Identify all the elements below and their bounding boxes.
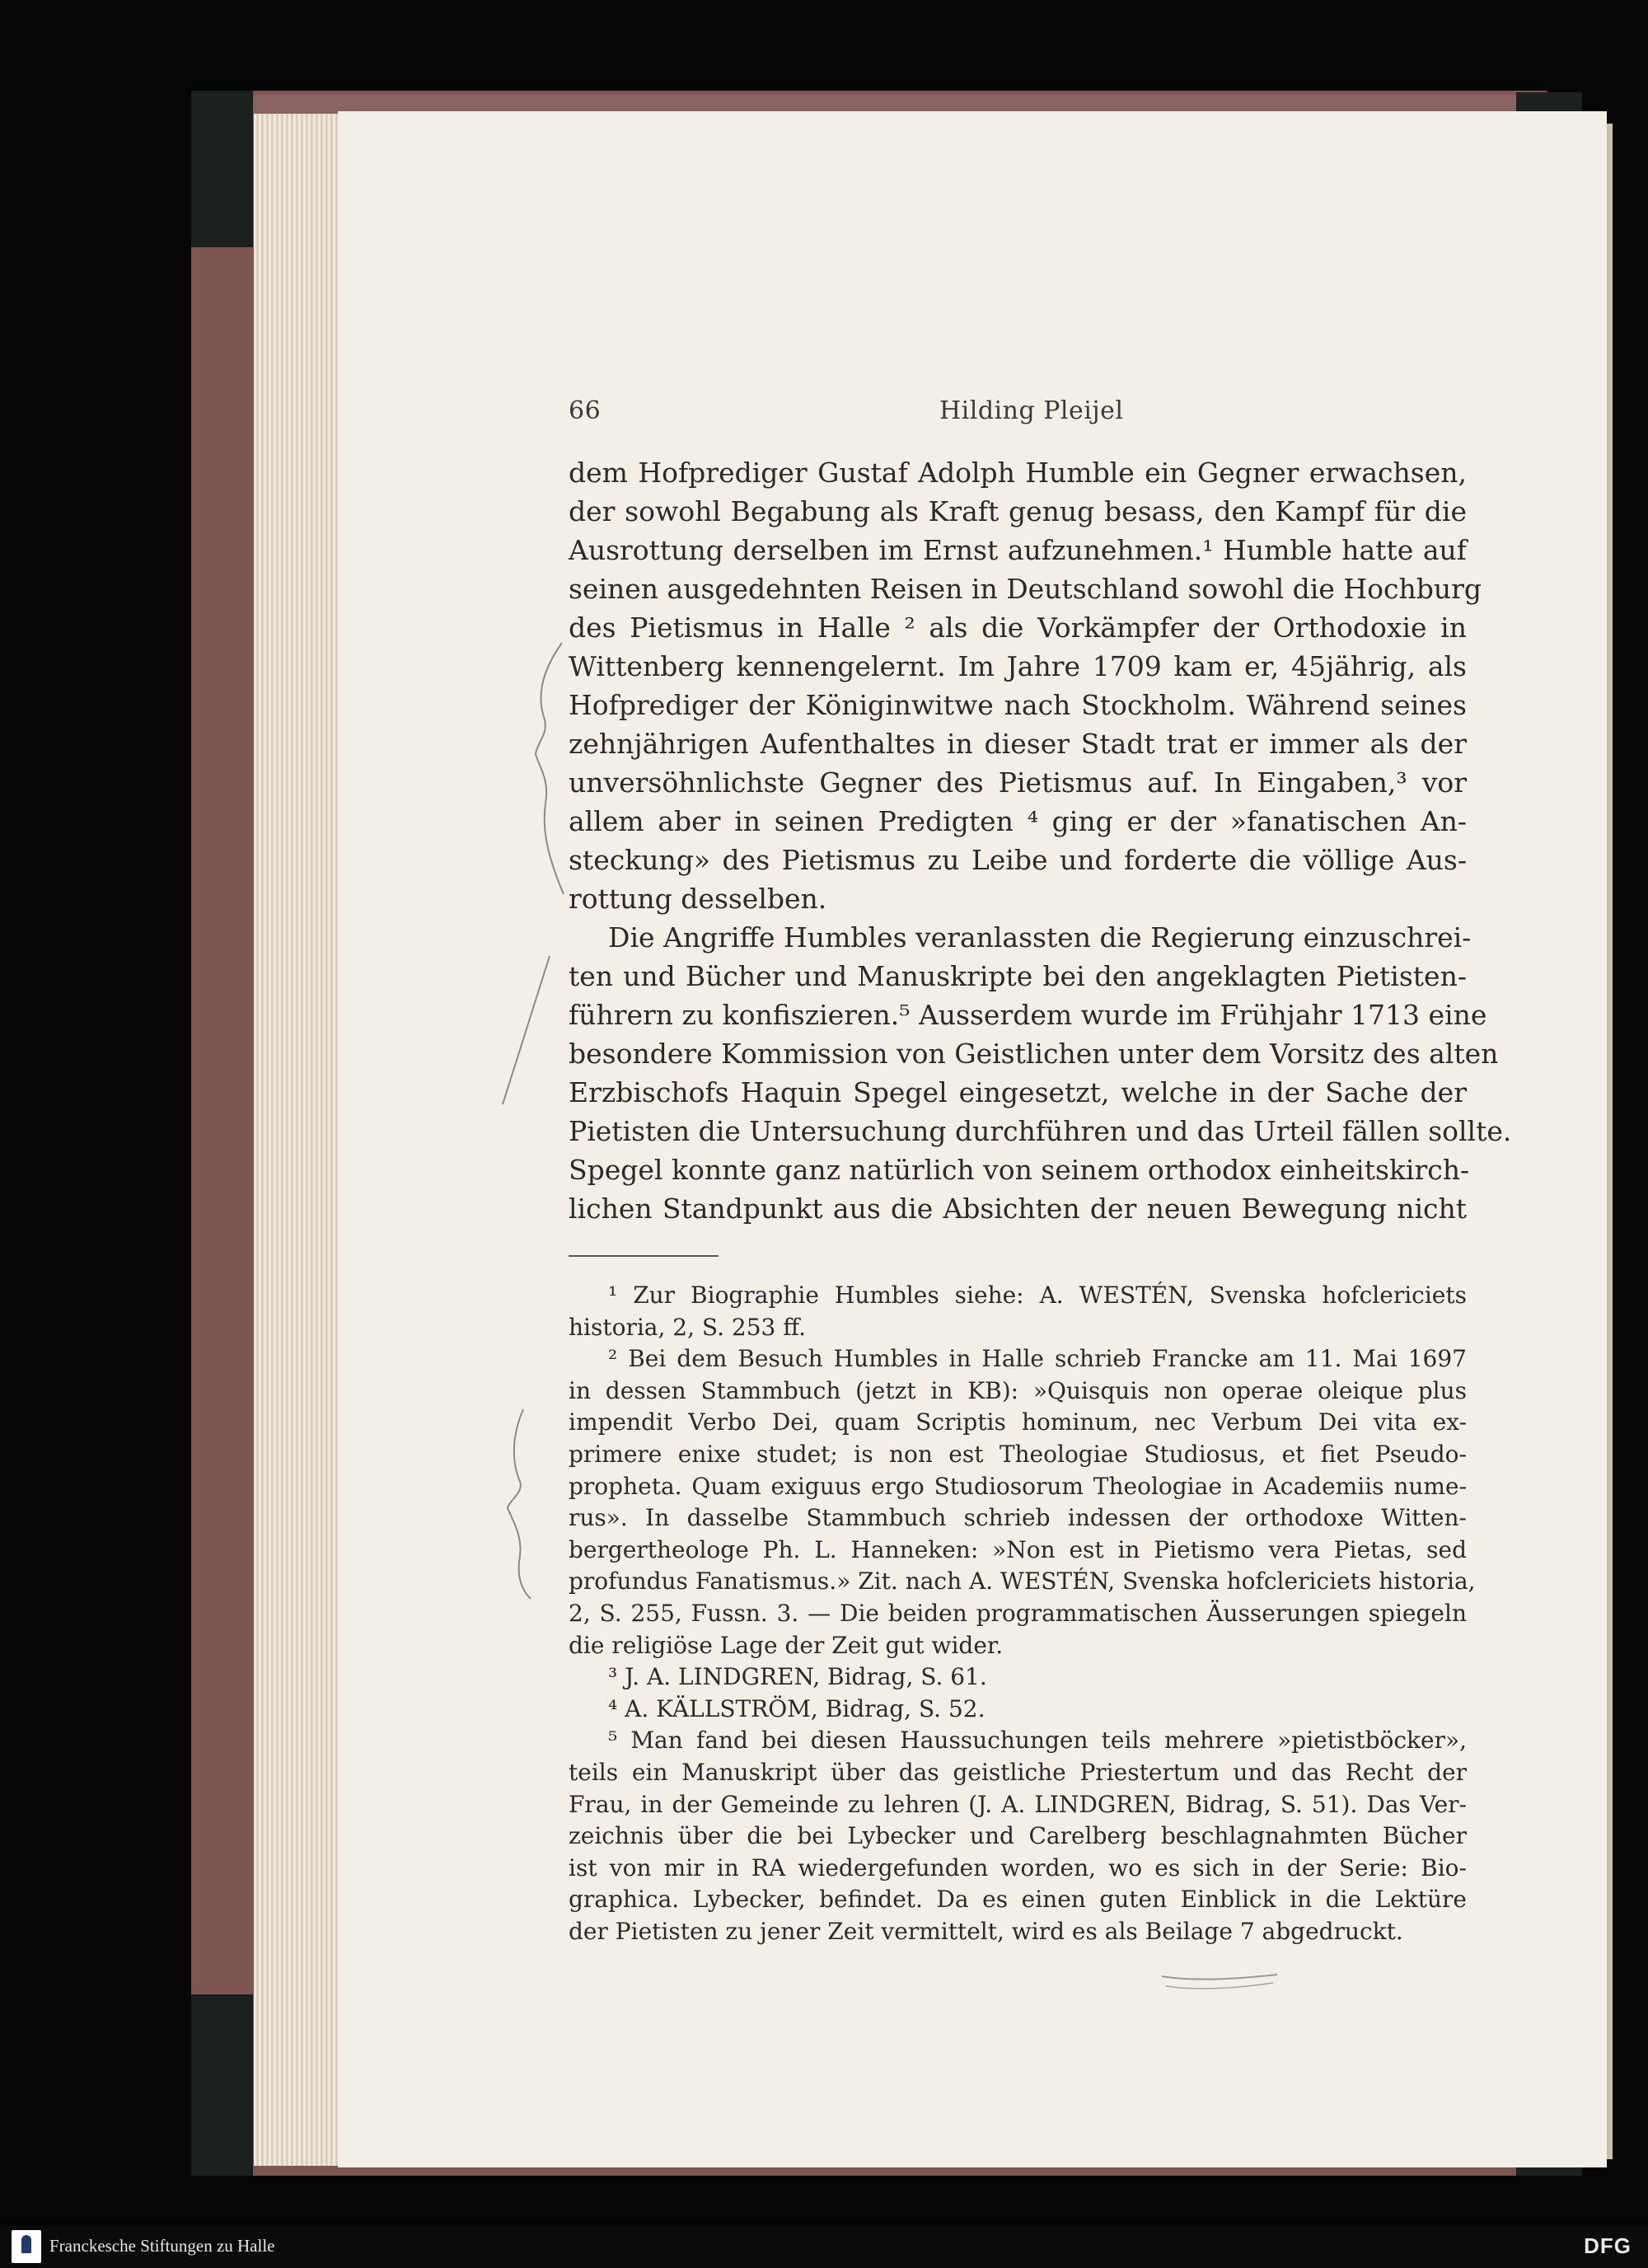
footnote-line: die religiöse Lage der Zeit gut wider.	[569, 1631, 1004, 1659]
footnote-line: Frau, in der Gemeinde zu lehren (J. A. LINDGREN, Bidrag, S. 51). Das Ver-	[569, 1790, 1467, 1818]
running-title: Hilding Pleijel	[939, 396, 1124, 425]
footnote-line: ⁵ Man fand bei diesen Haussuchungen teils mehrere »pietistböcker»,	[608, 1727, 1467, 1755]
body-line: zehnjährigen Aufenthaltes in dieser Stadt trat er immer als der	[569, 728, 1467, 760]
dfg-logo[interactable]: DFG	[1584, 2233, 1632, 2258]
body-line: steckung» des Pietismus zu Leibe und forderte die völlige Aus-	[569, 844, 1467, 876]
footnote-line: rus». In dasselbe Stammbuch schrieb indessen der orthodoxe Witten-	[569, 1504, 1467, 1532]
body-line: Wittenberg kennengelernt. Im Jahre 1709 kam er, 45jährig, als	[569, 650, 1467, 682]
body-line: seinen ausgedehnten Reisen in Deutschland sowohl die Hochburg	[569, 573, 1482, 605]
viewer-footer	[0, 2225, 1648, 2268]
footnote-line: ⁴ A. KÄLLSTRÖM, Bidrag, S. 52.	[608, 1694, 986, 1722]
book-page	[338, 111, 1607, 2167]
body-line: Die Angriffe Humbles veranlassten die Regierung einzuschrei-	[608, 921, 1472, 954]
footnote-line: der Pietisten zu jener Zeit vermittelt, wird es als Beilage 7 abgedruckt.	[569, 1917, 1403, 1945]
body-line: Erzbischofs Haquin Spegel eingesetzt, welche in der Sache der	[569, 1076, 1467, 1108]
footnote-line: ¹ Zur Biographie Humbles siehe: A. WESTÉN, Svenska hofclericiets	[608, 1282, 1467, 1309]
pencil-bracket-lower	[503, 1405, 536, 1603]
footnote-line: 2, S. 255, Fussn. 3. — Die beiden programmatischen Äusserungen spiegeln	[569, 1599, 1467, 1627]
body-line: Ausrottung derselben im Ernst aufzunehmen.¹ Humble hatte auf	[569, 534, 1467, 566]
footnote-line: ist von mir in RA wiedergefunden worden, wo es sich in der Serie: Bio-	[569, 1853, 1467, 1881]
footnote-line: graphica. Lybecker, befindet. Da es einen guten Einblick in die Lektüre	[569, 1886, 1467, 1914]
footnote-line: impendit Verbo Dei, quam Scriptis hominum, nec Verbum Dei vita ex-	[569, 1408, 1467, 1436]
body-line: Pietisten die Untersuchung durchführen und das Urteil fällen sollte.	[569, 1115, 1512, 1147]
footnote-line: zeichnis über die bei Lybecker und Carelberg beschlagnahmten Bücher	[569, 1822, 1467, 1850]
footnote-line: in dessen Stammbuch (jetzt in KB): »Quisquis non operae oleique plus	[569, 1376, 1467, 1404]
footnote-line: ³ J. A. LINDGREN, Bidrag, S. 61.	[608, 1663, 987, 1691]
page-number: 66	[569, 396, 602, 425]
body-line: lichen Standpunkt aus die Absichten der neuen Bewegung nicht	[569, 1193, 1467, 1225]
pencil-line-middle	[499, 952, 556, 1108]
body-line: besondere Kommission von Geistlichen unter dem Vorsitz des alten	[569, 1038, 1499, 1070]
body-line: des Pietismus in Halle ² als die Vorkämpfer der Orthodoxie in	[569, 612, 1467, 644]
footnote-rule	[569, 1255, 719, 1257]
footnote-line: propheta. Quam exiguus ergo Studiosorum Theologiae in Academiis nume-	[569, 1472, 1467, 1500]
body-text	[569, 453, 1512, 1228]
pencil-underline-beilage	[1158, 1970, 1281, 1994]
footnote-line: bergertheologe Ph. L. Hanneken: »Non est in Pietismo vera Pietas, sed	[569, 1535, 1467, 1563]
footnote-line: historia, 2, S. 253 ff.	[569, 1313, 807, 1341]
body-line: ten und Bücher und Manuskripte bei den angeklagten Pietisten-	[569, 960, 1467, 992]
body-line: Spegel konnte ganz natürlich von seinem orthodox einheitskirch-	[569, 1154, 1470, 1186]
footnote-line: primere enixe studet; is non est Theologiae Studiosus, et fiet Pseudo-	[569, 1440, 1467, 1468]
footnote-line: profundus Fanatismus.» Zit. nach A. WESTÉN, Svenska hofclericiets historia,	[569, 1567, 1476, 1596]
body-line: unversöhnlichste Gegner des Pietismus auf. In Eingaben,³ vor	[569, 766, 1467, 799]
body-line: rottung desselben.	[569, 883, 827, 915]
body-line: allem aber in seinen Predigten ⁴ ging er der »fanatischen An-	[569, 805, 1467, 837]
footnotes	[569, 1280, 1476, 1947]
source-link[interactable]: Franckesche Stiftungen zu Halle	[49, 2236, 275, 2256]
cover-corner-top-left	[191, 91, 253, 247]
footnote-line: ² Bei dem Besuch Humbles in Halle schrieb Francke am 11. Mai 1697	[608, 1345, 1467, 1373]
body-line: führern zu konfiszieren.⁵ Ausserdem wurde im Frühjahr 1713 eine	[569, 999, 1487, 1031]
pencil-bracket-upper	[529, 639, 570, 902]
body-line: der sowohl Begabung als Kraft genug besass, den Kampf für die	[569, 495, 1467, 527]
body-line: Hofprediger der Königinwitwe nach Stockholm. Während seines	[569, 689, 1467, 721]
cover-corner-bottom-left	[191, 1994, 253, 2176]
institution-logo-icon[interactable]	[12, 2230, 41, 2263]
footnote-line: teils ein Manuskript über das geistliche Priestertum und das Recht der	[569, 1758, 1467, 1786]
body-line: dem Hofprediger Gustaf Adolph Humble ein Gegner erwachsen,	[569, 457, 1467, 489]
page-stack-edges	[254, 114, 344, 2166]
